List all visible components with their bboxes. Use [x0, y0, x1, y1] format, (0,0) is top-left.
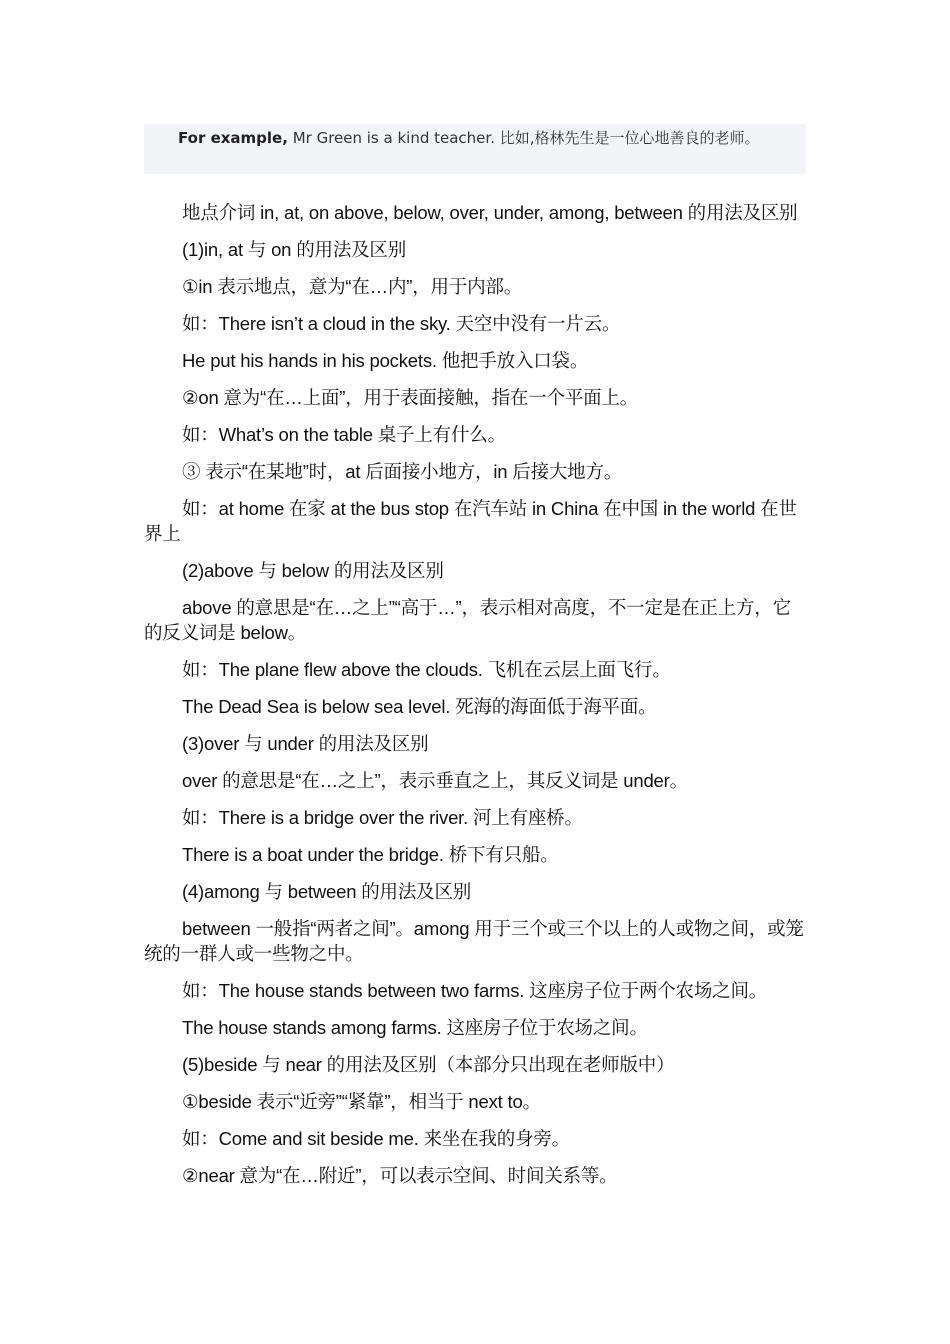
- paragraph: between 一般指“两者之间”。among 用于三个或三个以上的人或物之间，或笼统的一群人或一些物之中。: [144, 918, 804, 964]
- subheading-above-below: (2)above 与 below 的用法及区别: [182, 560, 444, 581]
- paragraph: above 的意思是“在…之上”“高于…”，表示相对高度，不一定是在正上方，它的反义词是 below。: [144, 597, 791, 643]
- example-lead: For example,: [178, 129, 288, 147]
- paragraph: He put his hands in his pockets. 他把手放入口袋。: [182, 350, 589, 371]
- paragraph: ③ 表示“在某地”时，at 后面接小地方，in 后接大地方。: [182, 461, 623, 482]
- document-body: [144, 200, 806, 1200]
- example-text: Mr Green is a kind teacher. 比如,格林先生是一位心地善良的老师。: [287, 129, 760, 147]
- paragraph: 如：What’s on the table 桌子上有什么。: [182, 424, 506, 445]
- paragraph: There is a boat under the bridge. 桥下有只船。: [182, 844, 559, 865]
- subheading-in-at-on: (1)in, at 与 on 的用法及区别: [182, 239, 407, 260]
- example-box: [144, 124, 806, 174]
- paragraph: The Dead Sea is below sea level. 死海的海面低于海平面。: [182, 696, 657, 717]
- subheading-over-under: (3)over 与 under 的用法及区别: [182, 733, 429, 754]
- paragraph: ①beside 表示“近旁”“紧靠”，相当于 next to。: [182, 1091, 541, 1112]
- section-heading: 地点介词 in, at, on above, below, over, under, among, between 的用法及区别: [182, 202, 798, 223]
- subheading-among-between: (4)among 与 between 的用法及区别: [182, 881, 472, 902]
- paragraph: 如：The plane flew above the clouds. 飞机在云层上面飞行。: [182, 659, 671, 680]
- paragraph: 如：The house stands between two farms. 这座房子位于两个农场之间。: [182, 980, 768, 1001]
- paragraph: The house stands among farms. 这座房子位于农场之间。: [182, 1017, 648, 1038]
- paragraph: ①in 表示地点，意为“在…内”，用于内部。: [182, 276, 523, 297]
- subheading-beside-near: (5)beside 与 near 的用法及区别（本部分只出现在老师版中）: [182, 1054, 675, 1075]
- paragraph: 如：at home 在家 at the bus stop 在汽车站 in China 在中国 in the world 在世界上: [144, 498, 797, 544]
- paragraph: ②on 意为“在…上面”，用于表面接触，指在一个平面上。: [182, 387, 639, 408]
- paragraph: 如：There is a bridge over the river. 河上有座桥。: [182, 807, 583, 828]
- paragraph: 如：Come and sit beside me. 来坐在我的身旁。: [182, 1128, 570, 1149]
- paragraph: over 的意思是“在…之上”，表示垂直之上，其反义词是 under。: [182, 770, 688, 791]
- paragraph: ②near 意为“在…附近”，可以表示空间、时间关系等。: [182, 1165, 618, 1186]
- paragraph: 如：There isn’t a cloud in the sky. 天空中没有一片云。: [182, 313, 621, 334]
